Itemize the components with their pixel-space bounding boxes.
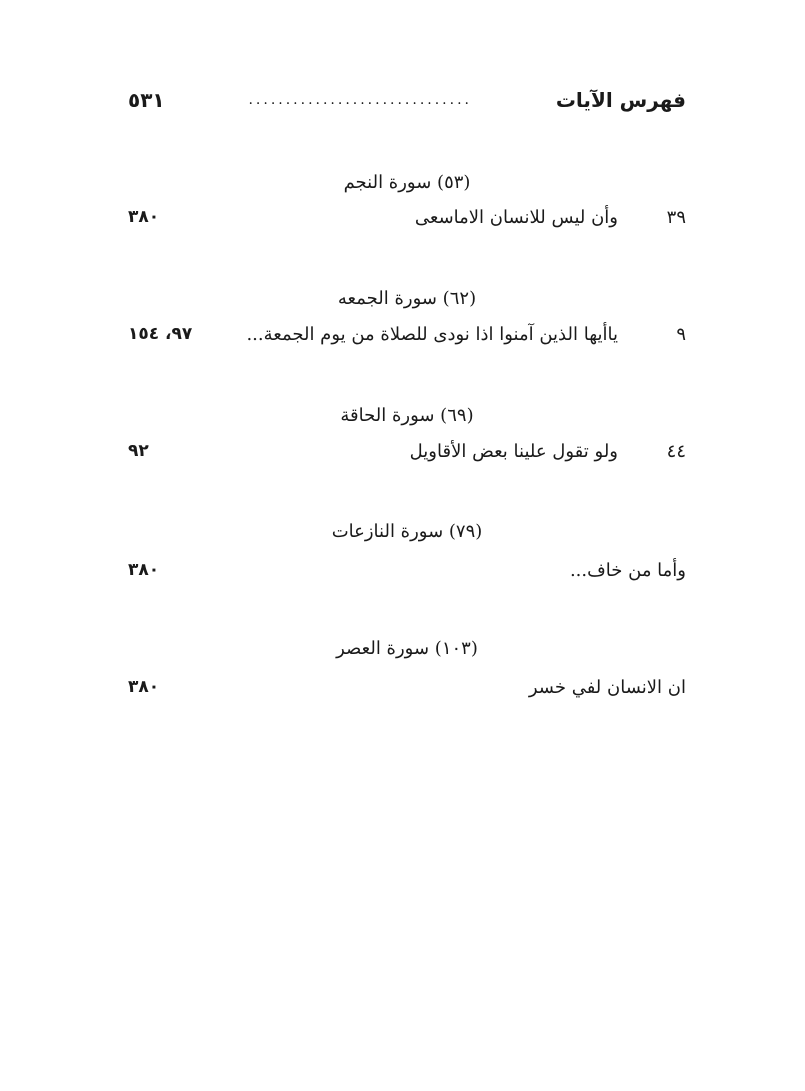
verse-entry	[128, 677, 686, 711]
page-references: ٩٧، ١٥٤	[128, 324, 193, 344]
verse-text: ياأيها الذين آمنوا اذا نودى للصلاة من يوم الجمعة...	[246, 324, 618, 345]
running-head-title: فهرس الآيات	[555, 88, 686, 112]
page-references: ٩٢	[128, 441, 149, 461]
page-references: ٣٨٠	[128, 207, 160, 227]
verse-number: ٤٤	[666, 441, 686, 462]
verse-entry	[128, 560, 686, 594]
verse-text: ولو تقول علينا بعض الأقاويل	[409, 441, 618, 462]
running-head	[128, 82, 686, 118]
surah-heading: (١٠٣) سورة العصر	[336, 638, 478, 659]
verse-text: وأن ليس للانسان الاماسعى	[414, 207, 618, 228]
page-references: ٣٨٠	[128, 560, 160, 580]
surah-heading: (٥٣) سورة النجم	[343, 172, 471, 193]
verse-number: ٩	[676, 324, 686, 345]
dot-leader: ..............................	[248, 92, 472, 108]
verse-text: وأما من خاف...	[569, 560, 686, 581]
surah-heading: (٦٢) سورة الجمعه	[337, 288, 477, 309]
verse-number: ٣٩	[666, 207, 686, 228]
verse-text: ان الانسان لفي خسر	[528, 677, 686, 698]
page-number: ٥٣١	[128, 88, 165, 112]
verse-entry	[128, 324, 686, 358]
verse-entry	[128, 207, 686, 241]
surah-heading: (٦٩) سورة الحاقة	[340, 405, 474, 426]
surah-heading: (٧٩) سورة النازعات	[331, 521, 483, 542]
verse-entry	[128, 441, 686, 475]
page-references: ٣٨٠	[128, 677, 160, 697]
